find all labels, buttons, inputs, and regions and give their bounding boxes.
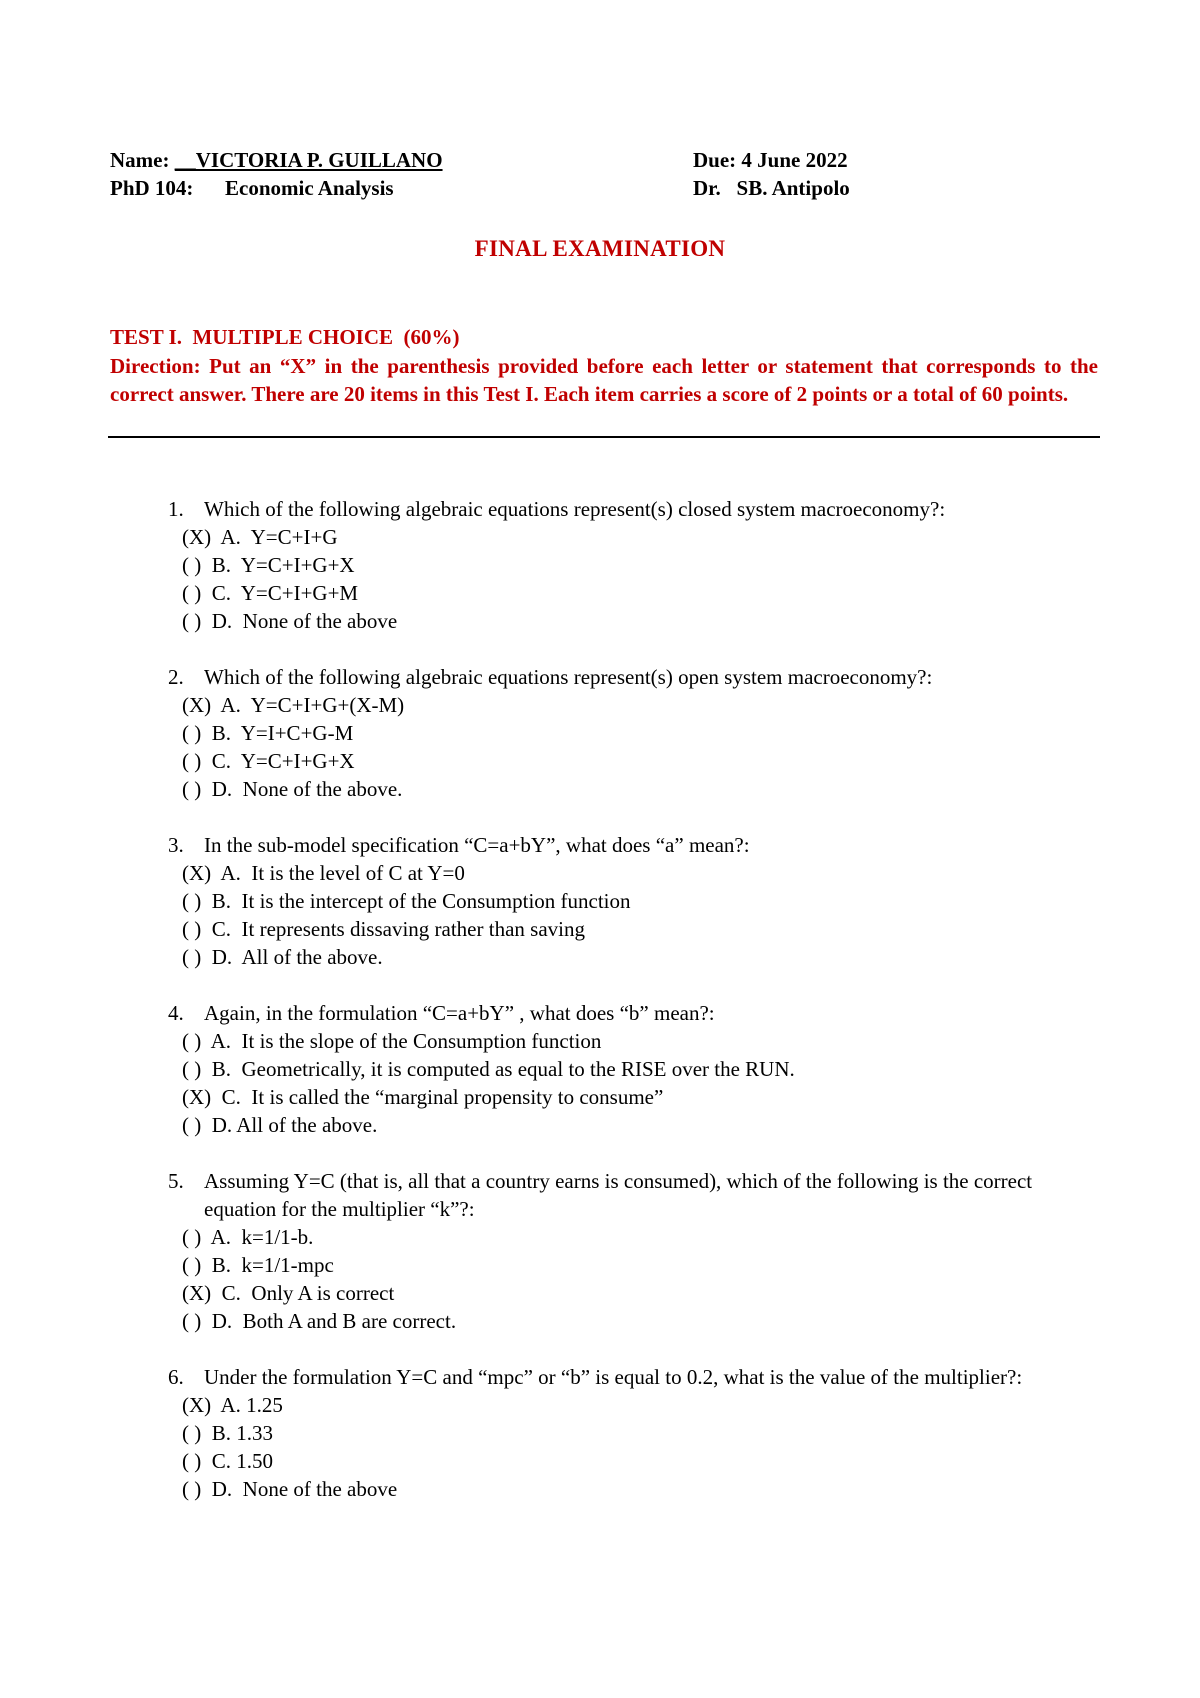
question-text: Under the formulation Y=C and “mpc” or “b” is equal to 0.2, what is the value of the multiplier?: xyxy=(204,1365,1023,1389)
question-stem xyxy=(168,1363,1108,1391)
question-stem xyxy=(168,831,1108,859)
answer-option: ( ) A. k=1/1-b. xyxy=(182,1225,314,1249)
question-number: 1. xyxy=(168,497,184,521)
question-item xyxy=(168,663,1108,803)
answer-option: ( ) D. None of the above xyxy=(182,609,398,633)
question-number: 2. xyxy=(168,665,184,689)
question-number: 4. xyxy=(168,1001,184,1025)
due-date: Due: 4 June 2022 xyxy=(693,148,848,172)
answer-option: ( ) D. All of the above. xyxy=(182,945,383,969)
question-text: Which of the following algebraic equations represent(s) open system macroeconomy?: xyxy=(204,665,933,689)
exam-title: FINAL EXAMINATION xyxy=(474,236,726,261)
question-item xyxy=(168,1363,1108,1503)
answer-option: ( ) D. None of the above. xyxy=(182,777,403,801)
name-line xyxy=(110,146,443,174)
answer-option: ( ) B. 1.33 xyxy=(182,1421,273,1445)
answer-option: ( ) C. Y=C+I+G+X xyxy=(182,749,355,773)
student-name: __VICTORIA P. GUILLANO xyxy=(174,148,443,172)
question-item xyxy=(168,1167,1108,1335)
answer-option: ( ) A. It is the slope of the Consumption function xyxy=(182,1029,602,1053)
course-code: PhD 104: xyxy=(110,176,194,200)
question-number: 5. xyxy=(168,1169,184,1193)
question-text: In the sub-model specification “C=a+bY”, what does “a” mean?: xyxy=(204,833,750,857)
answer-option: ( ) D. None of the above xyxy=(182,1477,398,1501)
question-number: 3. xyxy=(168,833,184,857)
answer-option: ( ) C. Y=C+I+G+M xyxy=(182,581,359,605)
question-item xyxy=(168,495,1108,635)
answer-option: ( ) B. It is the intercept of the Consumption function xyxy=(182,889,631,913)
answer-option: ( ) C. It represents dissaving rather than saving xyxy=(182,917,585,941)
answer-option: ( ) C. 1.50 xyxy=(182,1449,273,1473)
question-stem xyxy=(168,999,1108,1027)
answer-option: ( ) D. All of the above. xyxy=(182,1113,378,1137)
question-item xyxy=(168,831,1108,971)
answer-option: ( ) D. Both A and B are correct. xyxy=(182,1309,457,1333)
question-text: Assuming Y=C (that is, all that a country earns is consumed), which of the following is the correct equation for the multiplier “k”?: xyxy=(204,1169,1033,1221)
test-heading: TEST I. MULTIPLE CHOICE (60%) xyxy=(110,325,460,349)
divider-rule xyxy=(108,436,1100,438)
question-stem xyxy=(168,1167,1108,1223)
answer-option: ( ) B. k=1/1-mpc xyxy=(182,1253,334,1277)
question-number: 6. xyxy=(168,1365,184,1389)
answer-option: (X) C. It is called the “marginal propensity to consume” xyxy=(182,1085,664,1109)
question-text: Again, in the formulation “C=a+bY” , what does “b” mean?: xyxy=(204,1001,715,1025)
answer-option: ( ) B. Y=C+I+G+X xyxy=(182,553,355,577)
question-item xyxy=(168,999,1108,1139)
question-list xyxy=(168,495,1108,1531)
answer-option: (X) C. Only A is correct xyxy=(182,1281,395,1305)
question-text: Which of the following algebraic equations represent(s) closed system macroeconomy?: xyxy=(204,497,946,521)
test-direction: Direction: Put an “X” in the parenthesis provided before each letter or statement that corresponds to the correct answer. There are 20 items in this Test I. Each item carries a score of 2 points or a total of 60 points. xyxy=(110,354,1098,406)
answer-option: (X) A. 1.25 xyxy=(182,1393,283,1417)
answer-option: (X) A. It is the level of C at Y=0 xyxy=(182,861,465,885)
answer-option: (X) A. Y=C+I+G xyxy=(182,525,338,549)
answer-option: ( ) B. Geometrically, it is computed as equal to the RISE over the RUN. xyxy=(182,1057,795,1081)
answer-option: (X) A. Y=C+I+G+(X-M) xyxy=(182,693,405,717)
question-stem xyxy=(168,495,1108,523)
name-label: Name: xyxy=(110,148,170,172)
course-title: Economic Analysis xyxy=(225,176,394,200)
question-stem xyxy=(168,663,1108,691)
answer-option: ( ) B. Y=I+C+G-M xyxy=(182,721,354,745)
instructor-name: Dr. SB. Antipolo xyxy=(693,176,850,200)
